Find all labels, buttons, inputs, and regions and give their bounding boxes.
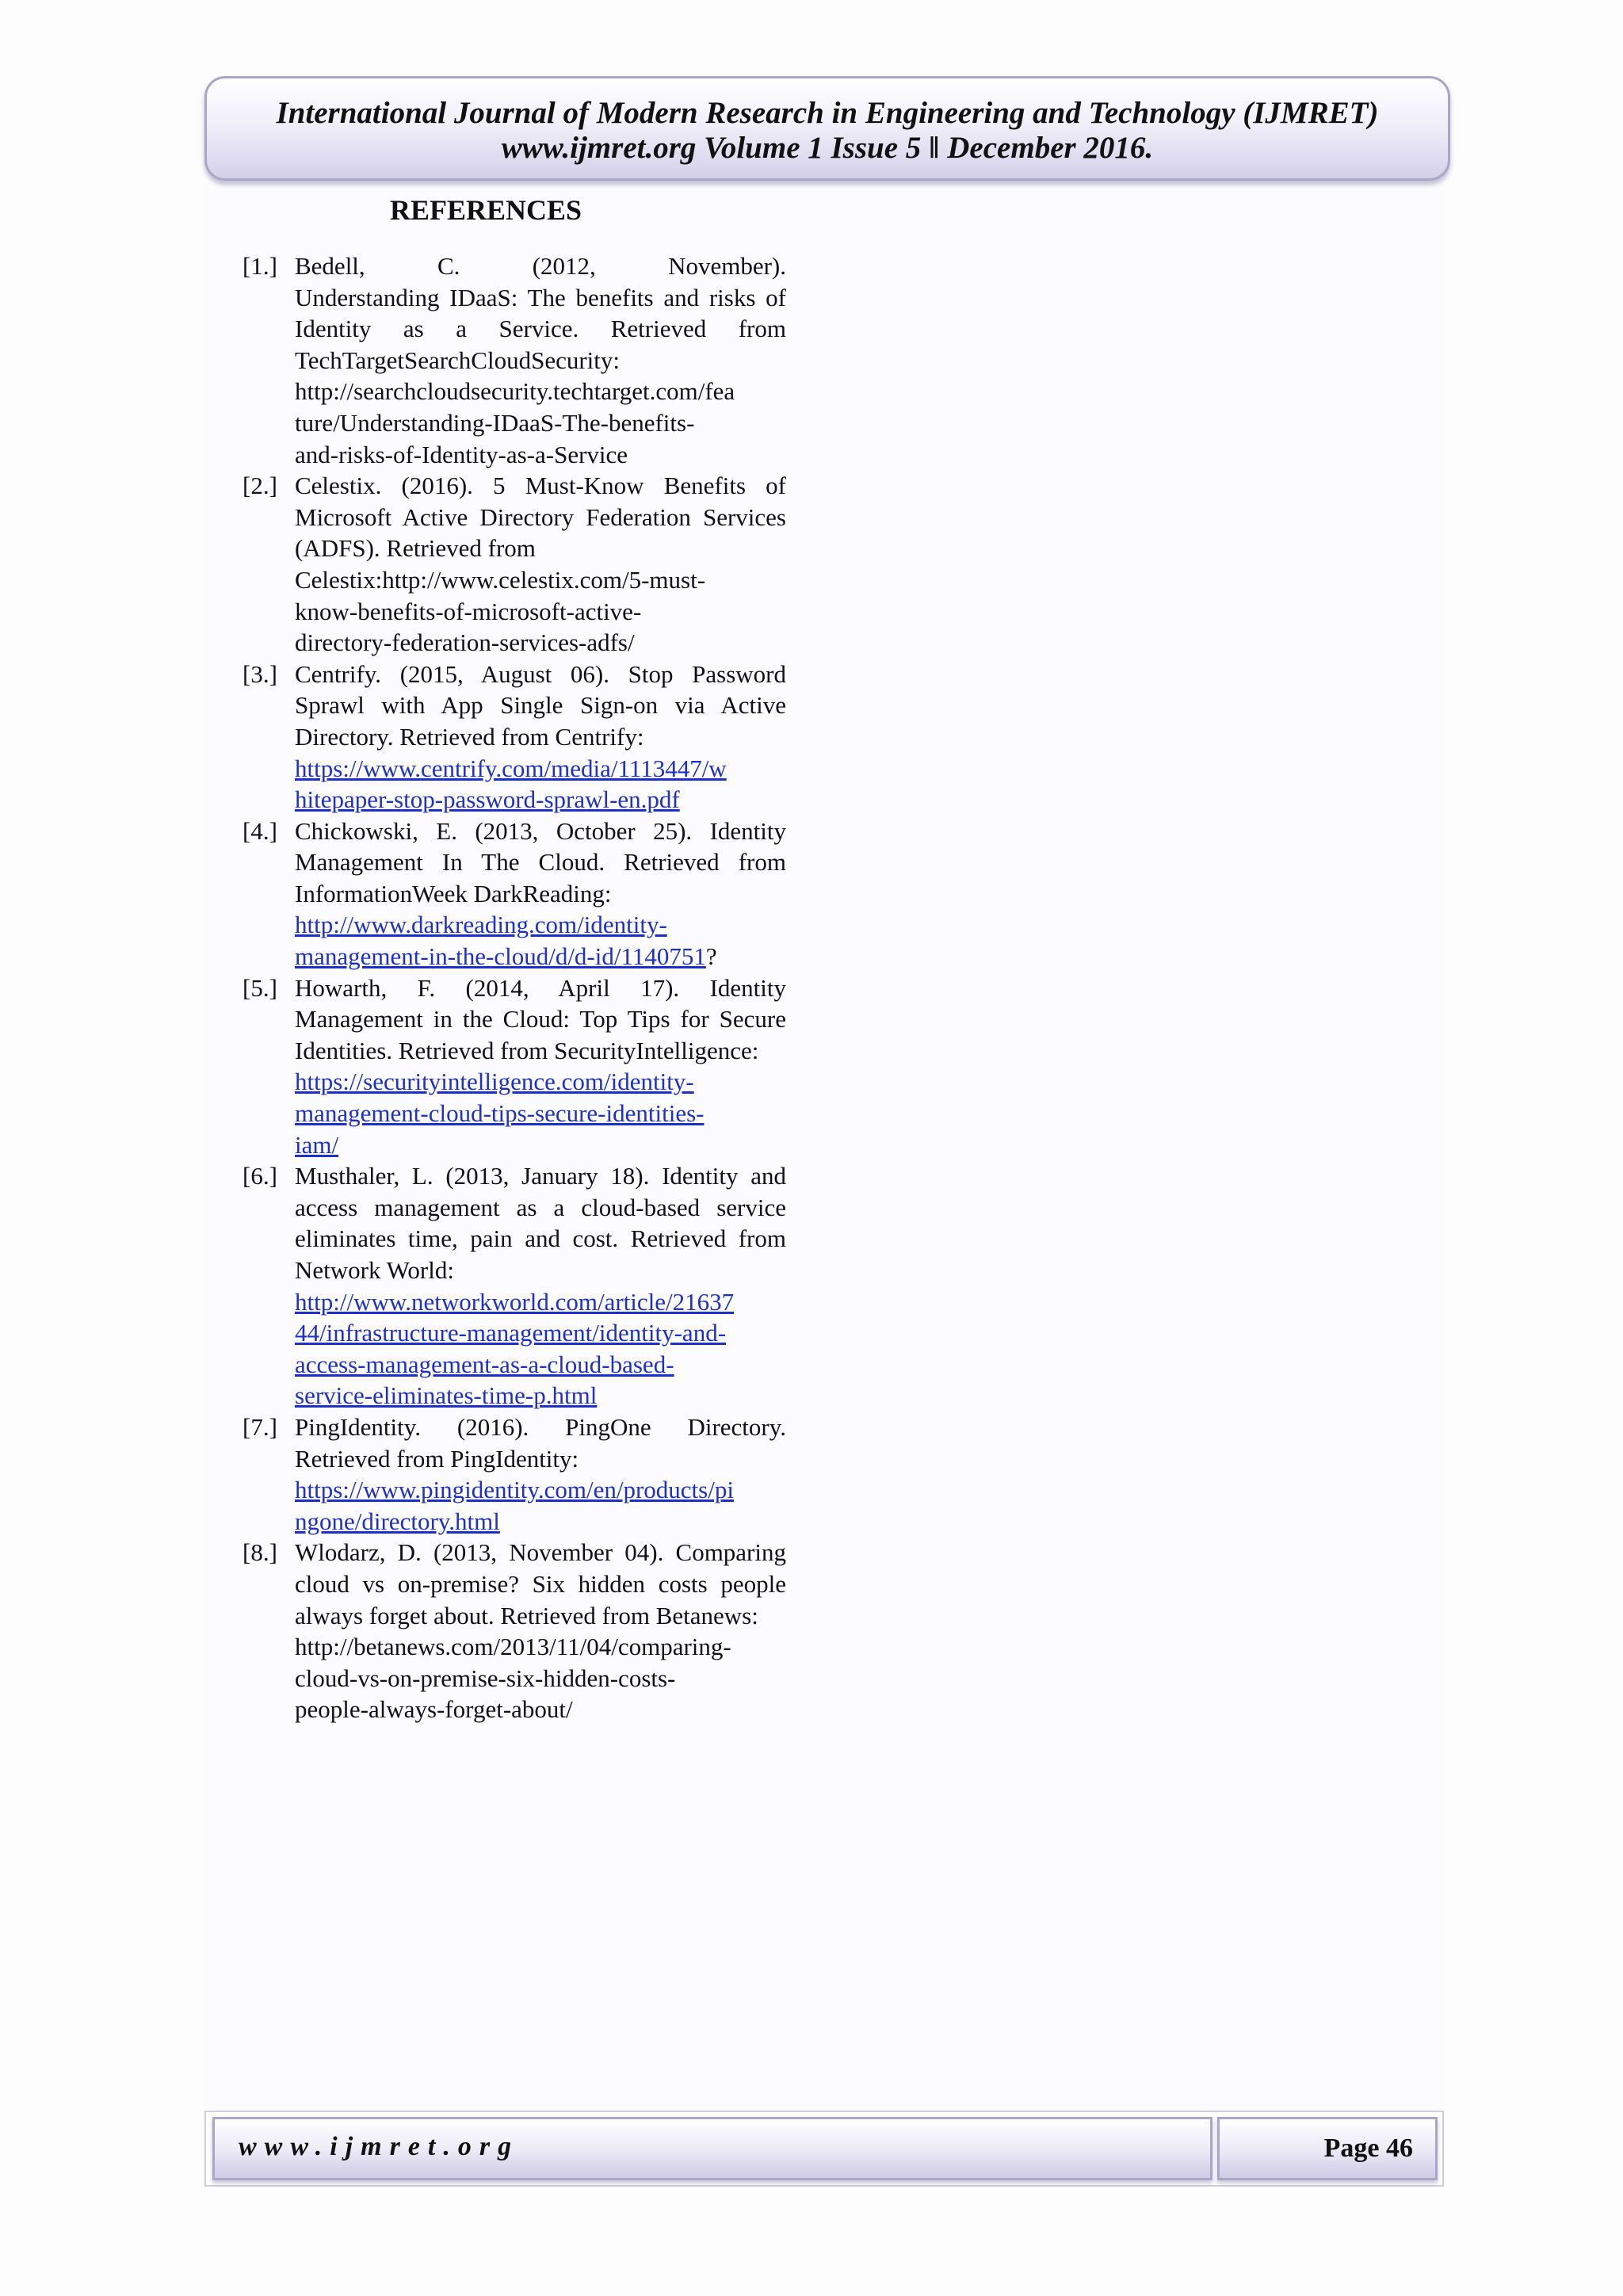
reference-link[interactable]: http://www.darkreading.com/identity- — [295, 911, 667, 939]
page-footer — [204, 2111, 1444, 2187]
reference-url-line: Celestix:http://www.celestix.com/5-must- — [295, 565, 706, 594]
reference-link[interactable]: https://www.pingidentity.com/en/products/pi — [295, 1476, 734, 1504]
reference-number: [5.] — [242, 973, 277, 1002]
reference-number: [8.] — [242, 1538, 277, 1567]
reference-text: Chickowski, E. (2013, October 25). Identity Management In The Cloud. Retrieved from InformationWeek DarkReading: — [295, 816, 786, 907]
reference-item — [242, 1412, 786, 1537]
reference-link[interactable]: hitepaper-stop-password-sprawl-en.pdf — [295, 785, 680, 814]
reference-text: Howarth, F. (2014, April 17). Identity Management in the Cloud: Top Tips for Secure Identities. Retrieved from SecurityIntelligence: — [295, 973, 786, 1064]
reference-item — [242, 659, 786, 816]
reference-link[interactable]: service-eliminates-time-p.html — [295, 1381, 598, 1410]
reference-link-suffix: ? — [705, 942, 717, 971]
reference-text: Centrify. (2015, August 06). Stop Password Sprawl with App Single Sign-on via Active Directory. Retrieved from Centrify: — [295, 659, 786, 751]
page-number: Page 46 — [1323, 2134, 1413, 2163]
reference-url-line: http://searchcloudsecurity.techtarget.com/fea — [295, 377, 735, 406]
footer-site-box — [212, 2117, 1212, 2180]
reference-item — [242, 470, 786, 659]
reference-number: [7.] — [242, 1412, 277, 1441]
reference-item — [242, 972, 786, 1161]
reference-number: [4.] — [242, 816, 277, 845]
reference-number: [2.] — [242, 472, 277, 500]
journal-header-banner — [204, 76, 1450, 181]
reference-url-line: http://betanews.com/2013/11/04/comparing- — [295, 1633, 731, 1661]
references-heading: REFERENCES — [390, 194, 582, 226]
reference-number: [3.] — [242, 659, 277, 688]
reference-link[interactable]: management-in-the-cloud/d/d-id/1140751 — [295, 942, 706, 971]
reference-text: PingIdentity. (2016). PingOne Directory. Retrieved from PingIdentity: — [295, 1412, 786, 1473]
reference-number: [1.] — [242, 252, 277, 280]
reference-url-line: people-always-forget-about/ — [295, 1695, 573, 1724]
reference-link[interactable]: https://www.centrify.com/media/1113447/w — [295, 754, 727, 782]
reference-word: (2012, — [532, 252, 596, 280]
reference-item — [242, 1537, 786, 1725]
reference-url-line: cloud-vs-on-premise-six-hidden-costs- — [295, 1664, 676, 1692]
footer-site-url: www.ijmret.org — [239, 2132, 520, 2161]
reference-text: Celestix. (2016). 5 Must-Know Benefits of Microsoft Active Directory Federation Services (ADFS). Retrieved from — [295, 472, 786, 563]
reference-text: Understanding IDaaS: The benefits and risks of Identity as a Service. Retrieved from TechTargetSearchCloudSecurity: — [295, 283, 786, 374]
reference-link[interactable]: https://securityintelligence.com/identity- — [295, 1068, 694, 1096]
reference-text: Musthaler, L. (2013, January 18). Identity and access management as a cloud-based service eliminates time, pain and cost. Retrieved from Network World: — [295, 1162, 786, 1284]
reference-link[interactable]: ngone/directory.html — [295, 1507, 500, 1535]
reference-link[interactable]: access-management-as-a-cloud-based- — [295, 1350, 674, 1378]
reference-word: Bedell, — [295, 252, 365, 280]
reference-link[interactable]: iam/ — [295, 1130, 339, 1159]
reference-url-line: and-risks-of-Identity-as-a-Service — [295, 440, 628, 468]
reference-link[interactable]: http://www.networkworld.com/article/21637 — [295, 1287, 735, 1316]
reference-url-line: directory-federation-services-adfs/ — [295, 628, 635, 657]
reference-item — [242, 250, 786, 470]
reference-word: C. — [437, 252, 460, 280]
footer-page-box — [1217, 2117, 1438, 2180]
reference-first-row — [295, 250, 786, 282]
reference-item — [242, 1160, 786, 1412]
reference-link[interactable]: 44/infrastructure-management/identity-and- — [295, 1319, 727, 1347]
journal-title: International Journal of Modern Research in Engineering and Technology (IJMRET) — [276, 96, 1379, 130]
reference-url-line: know-benefits-of-microsoft-active- — [295, 597, 642, 625]
reference-number: [6.] — [242, 1162, 277, 1190]
journal-issue-line: www.ijmret.org Volume 1 Issue 5 ǁ December 2016. — [501, 131, 1154, 165]
reference-item — [242, 816, 786, 972]
reference-text: Wlodarz, D. (2013, November 04). Comparing cloud vs on-premise? Six hidden costs people always forget about. Retrieved from Betanews: — [295, 1538, 786, 1629]
reference-link[interactable]: management-cloud-tips-secure-identities- — [295, 1099, 705, 1128]
reference-url-line: ture/Understanding-IDaaS-The-benefits- — [295, 408, 695, 437]
references-list — [242, 250, 786, 1725]
reference-word: November). — [668, 252, 786, 280]
